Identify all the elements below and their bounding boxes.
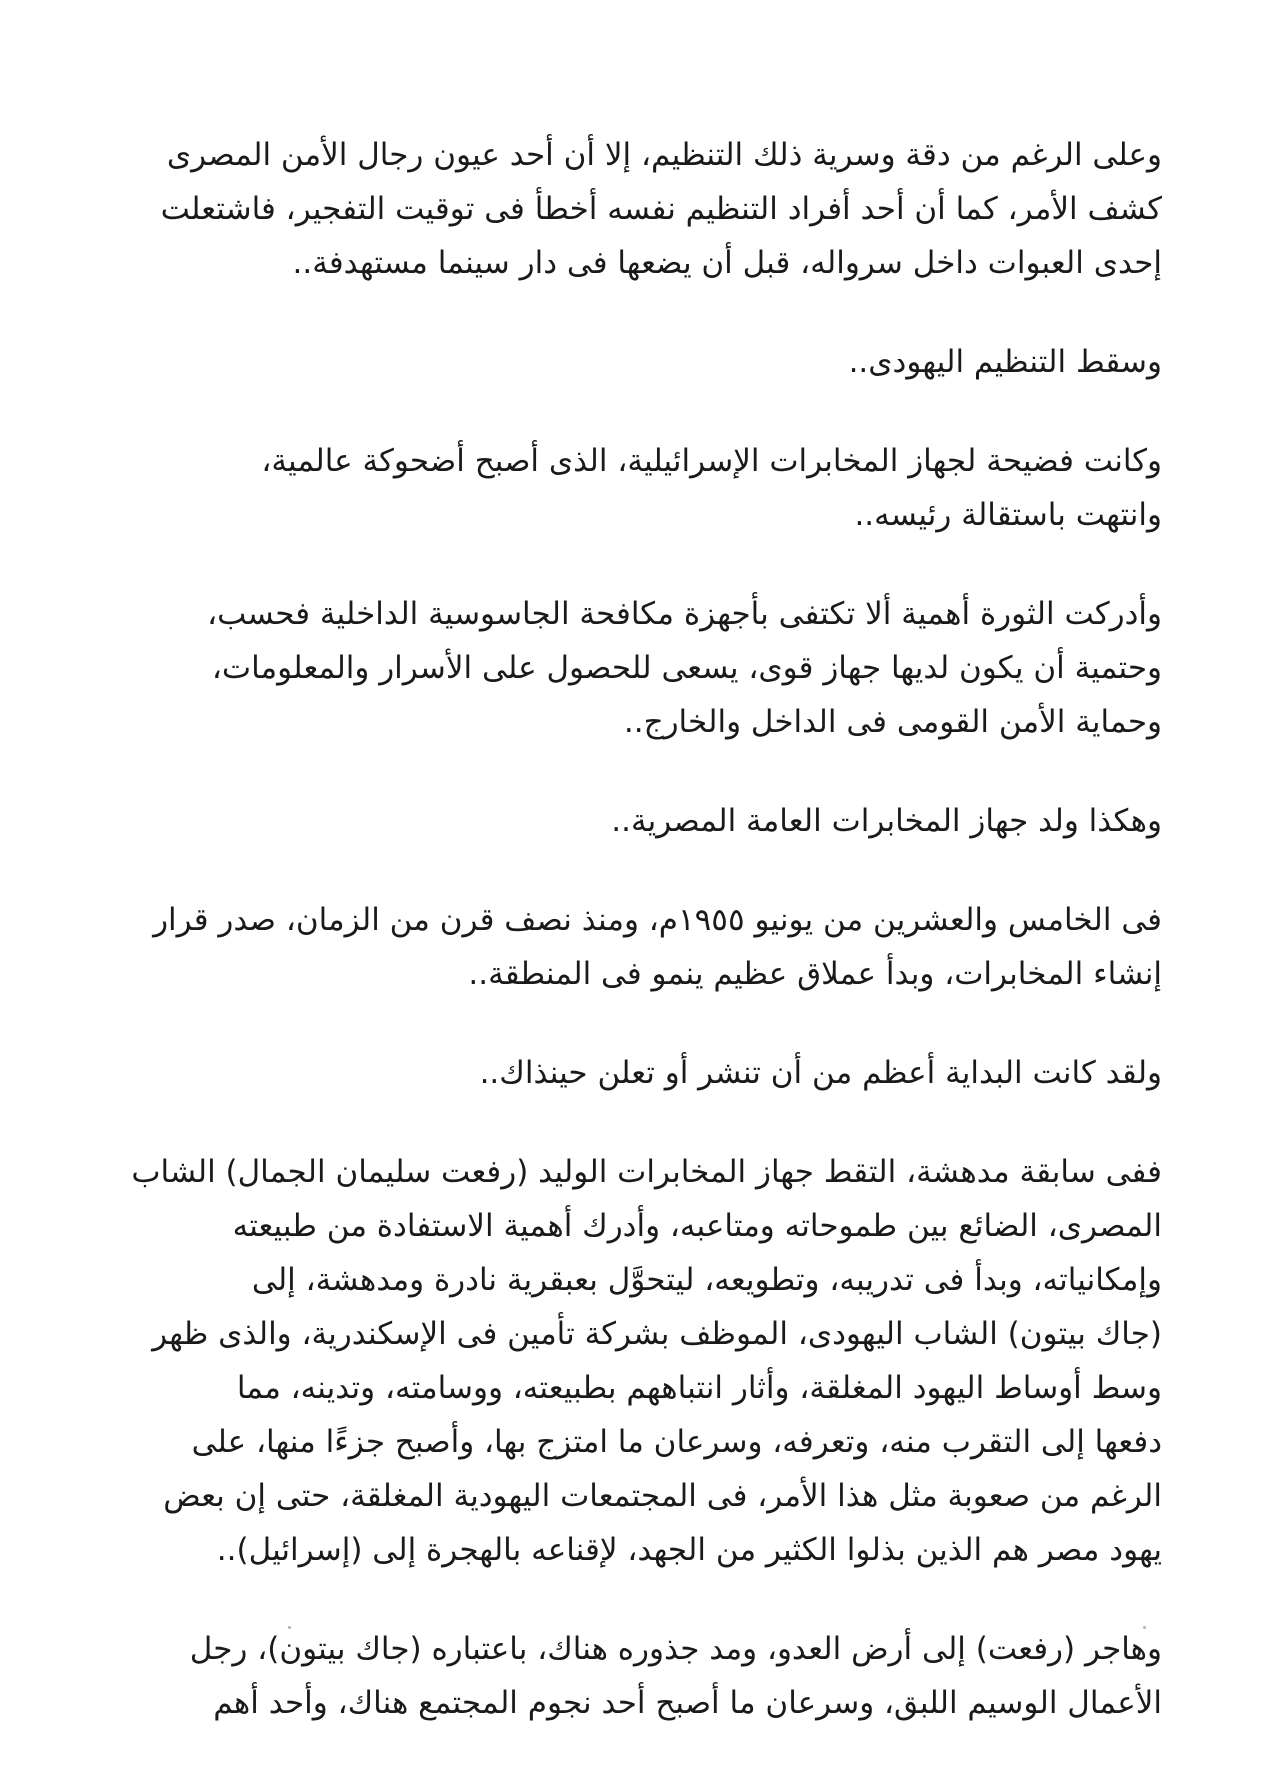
paragraph-2: وسقط التنظيم اليهودى.. xyxy=(848,344,1162,380)
paragraph-5: وهكذا ولد جهاز المخابرات العامة المصرية.. xyxy=(611,803,1162,839)
paragraph-3: وكانت فضيحة لجهاز المخابرات الإسرائيلية، الذى أصبح أضحوكة عالمية، وانتهت باستقالة رئيسه.. xyxy=(261,443,1162,533)
paragraph-7: ولقد كانت البداية أعظم من أن تنشر أو تعلن حينذاك.. xyxy=(479,1055,1162,1091)
body-text xyxy=(122,128,1162,1775)
paragraph-9: وهاجر (رفعت) إلى أرض العدو، ومد جذوره هناك، باعتباره (جاك بيتون)، رجل الأعمال الوسيم اللبق، وسرعان ما أصبح أحد نجوم المجتمع هناك، وأحد أهم xyxy=(189,1631,1162,1721)
page-dot-left xyxy=(288,1626,291,1629)
page-dot-right xyxy=(1143,1626,1146,1629)
paragraph-8: ففى سابقة مدهشة، التقط جهاز المخابرات الوليد (رفعت سليمان الجمال) الشاب المصرى، الضائع بين طموحاته ومتاعبه، وأدرك أهمية الاستفادة من طبيعته وإمكانياته، وبدأ فى تدريبه، وتطويعه، ليتحوَّل بعبقرية نادرة ومدهشة، إلى (جاك بيتون) الشاب اليهودى، الموظف بشركة تأمين فى الإسكندرية، والذى ظهر وسط أوساط اليهود المغلقة، وأثار انتباههم بطبيعته، ووسامته، وتدينه، مما دفعها إلى التقرب منه، وتعرفه، وسرعان ما امتزج بها، وأصبح جزءًا منها، على الرغم من صعوبة مثل هذا الأمر، فى المجتمعات اليهودية المغلقة، حتى إن بعض يهود مصر هم الذين بذلوا الكثير من الجهد، لإقناعه بالهجرة إلى (إسرائيل).. xyxy=(131,1154,1162,1568)
paragraph-1: وعلى الرغم من دقة وسرية ذلك التنظيم، إلا أن أحد عيون رجال الأمن المصرى كشف الأمر، كما أن أحد أفراد التنظيم نفسه أخطأ فى توقيت التفجير، فاشتعلت إحدى العبوات داخل سرواله، قبل أن يضعها فى دار سينما مستهدفة.. xyxy=(160,137,1162,281)
paragraph-6: فى الخامس والعشرين من يونيو ١٩٥٥م، ومنذ نصف قرن من الزمان، صدر قرار إنشاء المخابرات، وبدأ عملاق عظيم ينمو فى المنطقة.. xyxy=(153,902,1162,992)
paragraph-4: وأدركت الثورة أهمية ألا تكتفى بأجهزة مكافحة الجاسوسية الداخلية فحسب، وحتمية أن يكون لديها جهاز قوى، يسعى للحصول على الأسرار والمعلومات، وحماية الأمن القومى فى الداخل والخارج.. xyxy=(207,596,1162,740)
